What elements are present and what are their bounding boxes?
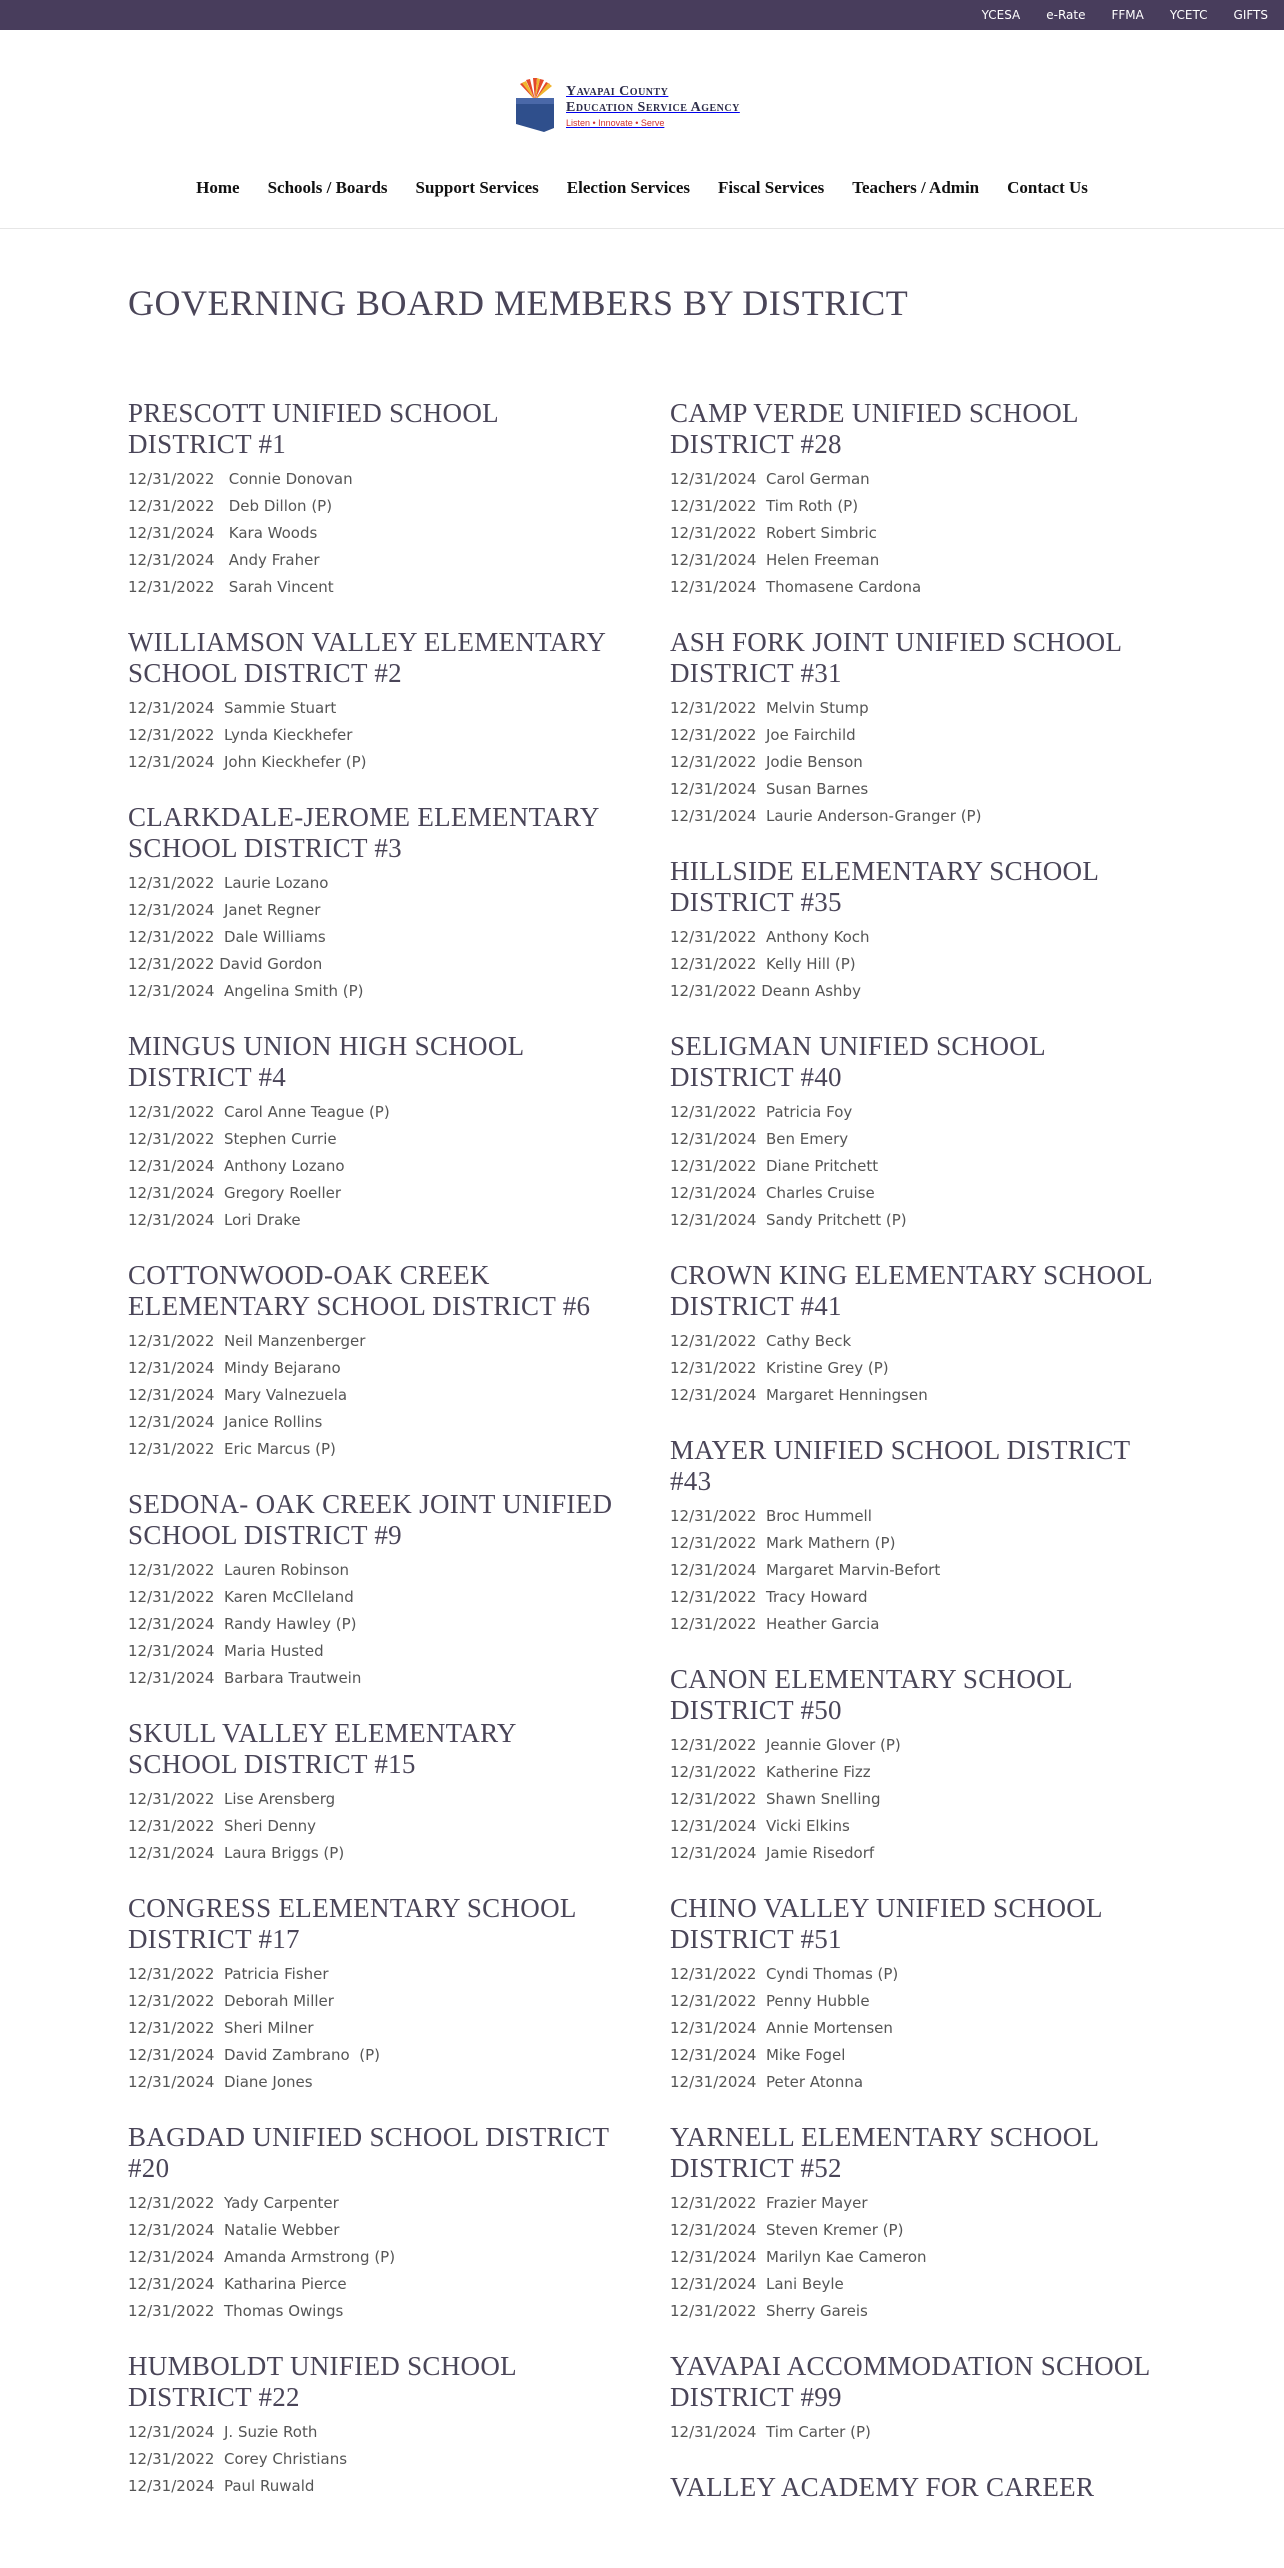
top-link-ycesa[interactable]: YCESA bbox=[981, 8, 1021, 22]
district-block bbox=[670, 2351, 1170, 2446]
board-member: 12/31/2024 Sammie Stuart bbox=[128, 699, 337, 717]
page-title: GOVERNING BOARD MEMBERS BY DISTRICT bbox=[128, 283, 909, 323]
district-heading: CLARKDALE-JEROME ELEMENTARY SCHOOL DISTRICT #3 bbox=[128, 802, 599, 863]
board-member: 12/31/2024 Helen Freeman bbox=[670, 551, 880, 569]
board-member: 12/31/2022 Karen McClleland bbox=[128, 1588, 354, 1606]
board-member: 12/31/2022 Lise Arensberg bbox=[128, 1790, 336, 1808]
district-block bbox=[128, 398, 628, 601]
district-block bbox=[670, 1435, 1170, 1638]
board-member: 12/31/2024 Vicki Elkins bbox=[670, 1817, 850, 1835]
board-member: 12/31/2022 Stephen Currie bbox=[128, 1130, 337, 1148]
district-block bbox=[670, 1664, 1170, 1867]
board-member: 12/31/2024 Thomasene Cardona bbox=[670, 578, 922, 596]
board-member: 12/31/2022 Neil Manzenberger bbox=[128, 1332, 366, 1350]
board-member: 12/31/2022 Thomas Owings bbox=[128, 2302, 344, 2320]
district-block bbox=[128, 2122, 628, 2325]
board-member: 12/31/2022 Tracy Howard bbox=[670, 1588, 868, 1606]
board-member: 12/31/2022 Kelly Hill (P) bbox=[670, 955, 856, 973]
board-member: 12/31/2024 Katharina Pierce bbox=[128, 2275, 347, 2293]
board-member: 12/31/2022 Dale Williams bbox=[128, 928, 326, 946]
board-member: 12/31/2024 Ben Emery bbox=[670, 1130, 849, 1148]
board-member: 12/31/2024 Mary Valnezuela bbox=[128, 1386, 348, 1404]
logo-line-1: Yavapai County bbox=[566, 84, 669, 99]
board-member: 12/31/2024 Barbara Trautwein bbox=[128, 1669, 362, 1687]
district-block bbox=[128, 1893, 628, 2096]
district-heading: MAYER UNIFIED SCHOOL DISTRICT #43 bbox=[670, 1435, 1130, 1496]
board-member: 12/31/2022 Tim Roth (P) bbox=[670, 497, 859, 515]
board-member: 12/31/2024 Laura Briggs (P) bbox=[128, 1844, 345, 1862]
board-member: 12/31/2022 Deborah Miller bbox=[128, 1992, 334, 2010]
board-member: 12/31/2022 Shawn Snelling bbox=[670, 1790, 881, 1808]
top-link-ffma[interactable]: FFMA bbox=[1111, 8, 1144, 22]
district-block bbox=[670, 856, 1170, 1005]
board-member: 12/31/2024 Randy Hawley (P) bbox=[128, 1615, 357, 1633]
district-block bbox=[670, 398, 1170, 601]
district-heading: PRESCOTT UNIFIED SCHOOL DISTRICT #1 bbox=[128, 398, 498, 459]
board-member: 12/31/2022 Broc Hummell bbox=[670, 1507, 872, 1525]
main-nav bbox=[0, 178, 1284, 198]
nav-fiscal-services[interactable]: Fiscal Services bbox=[718, 178, 825, 197]
board-member: 12/31/2022 Joe Fairchild bbox=[670, 726, 856, 744]
board-member: 12/31/2024 Anthony Lozano bbox=[128, 1157, 345, 1175]
board-member: 12/31/2024 Lani Beyle bbox=[670, 2275, 844, 2293]
nav-election-services[interactable]: Election Services bbox=[566, 178, 691, 197]
district-heading: MINGUS UNION HIGH SCHOOL DISTRICT #4 bbox=[128, 1031, 524, 1092]
district-block bbox=[670, 1893, 1170, 2096]
board-member: 12/31/2022 Katherine Fizz bbox=[670, 1763, 871, 1781]
district-block bbox=[128, 2351, 628, 2500]
district-block bbox=[128, 1489, 628, 1692]
board-member: 12/31/2024 Natalie Webber bbox=[128, 2221, 340, 2239]
district-heading: ASH FORK JOINT UNIFIED SCHOOL DISTRICT #31 bbox=[670, 627, 1122, 688]
district-block bbox=[670, 1260, 1170, 1409]
board-member: 12/31/2024 Susan Barnes bbox=[670, 780, 869, 798]
board-member: 12/31/2024 Sandy Pritchett (P) bbox=[670, 1211, 907, 1229]
board-member: 12/31/2022 Eric Marcus (P) bbox=[128, 1440, 336, 1458]
board-member: 12/31/2022 Cyndi Thomas (P) bbox=[670, 1965, 899, 1983]
district-block bbox=[670, 2122, 1170, 2325]
board-member: 12/31/2024 Tim Carter (P) bbox=[670, 2423, 871, 2441]
district-heading: WILLIAMSON VALLEY ELEMENTARY SCHOOL DISTRICT #2 bbox=[128, 627, 606, 688]
board-member: 12/31/2022 Penny Hubble bbox=[670, 1992, 870, 2010]
district-block bbox=[670, 627, 1170, 830]
board-member: 12/31/2024 Marilyn Kae Cameron bbox=[670, 2248, 927, 2266]
nav-support-services[interactable]: Support Services bbox=[415, 178, 539, 197]
board-member: 12/31/2024 J. Suzie Roth bbox=[128, 2423, 318, 2441]
district-heading: SEDONA- OAK CREEK JOINT UNIFIED SCHOOL DISTRICT #9 bbox=[128, 1489, 613, 1550]
site-logo[interactable] bbox=[514, 78, 774, 134]
board-member: 12/31/2024 Mindy Bejarano bbox=[128, 1359, 341, 1377]
board-member: 12/31/2024 Gregory Roeller bbox=[128, 1184, 342, 1202]
nav-divider bbox=[0, 228, 1284, 229]
board-member: 12/31/2022 Sheri Milner bbox=[128, 2019, 314, 2037]
board-member: 12/31/2022 Anthony Koch bbox=[670, 928, 870, 946]
board-member: 12/31/2024 David Zambrano (P) bbox=[128, 2046, 380, 2064]
board-member: 12/31/2022 Yady Carpenter bbox=[128, 2194, 339, 2212]
board-member: 12/31/2024 Kara Woods bbox=[128, 524, 318, 542]
district-heading: HILLSIDE ELEMENTARY SCHOOL DISTRICT #35 bbox=[670, 856, 1099, 917]
board-member: 12/31/2024 Andy Fraher bbox=[128, 551, 320, 569]
logo-line-2: Education Service Agency bbox=[566, 100, 740, 115]
board-member: 12/31/2022 Corey Christians bbox=[128, 2450, 348, 2468]
board-member: 12/31/2024 Carol German bbox=[670, 470, 870, 488]
district-heading: CAMP VERDE UNIFIED SCHOOL DISTRICT #28 bbox=[670, 398, 1078, 459]
top-links bbox=[982, 0, 1268, 30]
top-link-gifts[interactable]: GIFTS bbox=[1233, 8, 1268, 22]
nav-teachers-admin[interactable]: Teachers / Admin bbox=[852, 178, 980, 197]
nav-schools-boards[interactable]: Schools / Boards bbox=[267, 178, 388, 197]
board-member: 12/31/2024 Laurie Anderson-Granger (P) bbox=[670, 807, 982, 825]
top-link-ycetc[interactable]: YCETC bbox=[1169, 8, 1208, 22]
board-member: 12/31/2022 Kristine Grey (P) bbox=[670, 1359, 889, 1377]
board-member: 12/31/2024 Maria Husted bbox=[128, 1642, 324, 1660]
district-heading: HUMBOLDT UNIFIED SCHOOL DISTRICT #22 bbox=[128, 2351, 516, 2412]
district-block bbox=[670, 2472, 1170, 2503]
board-member: 12/31/2022 Robert Simbric bbox=[670, 524, 877, 542]
board-member: 12/31/2024 Lori Drake bbox=[128, 1211, 301, 1229]
district-block bbox=[128, 627, 628, 776]
nav-contact-us[interactable]: Contact Us bbox=[1007, 178, 1088, 197]
board-member: 12/31/2022 Sheri Denny bbox=[128, 1817, 317, 1835]
board-member: 12/31/2022 Patricia Fisher bbox=[128, 1965, 329, 1983]
board-member: 12/31/2022 Cathy Beck bbox=[670, 1332, 852, 1350]
board-member: 12/31/2022 Lynda Kieckhefer bbox=[128, 726, 353, 744]
board-member: 12/31/2024 Janice Rollins bbox=[128, 1413, 323, 1431]
board-member: 12/31/2024 Angelina Smith (P) bbox=[128, 982, 364, 1000]
board-member: 12/31/2022 Jeannie Glover (P) bbox=[670, 1736, 901, 1754]
board-member: 12/31/2022 David Gordon bbox=[128, 955, 323, 973]
district-heading: VALLEY ACADEMY FOR CAREER bbox=[670, 2472, 1095, 2502]
district-heading: YAVAPAI ACCOMMODATION SCHOOL DISTRICT #99 bbox=[670, 2351, 1150, 2412]
board-member: 12/31/2024 Janet Regner bbox=[128, 901, 321, 919]
board-member: 12/31/2022 Jodie Benson bbox=[670, 753, 863, 771]
top-bar bbox=[0, 0, 1284, 30]
board-member: 12/31/2022 Melvin Stump bbox=[670, 699, 869, 717]
board-member: 12/31/2024 Charles Cruise bbox=[670, 1184, 875, 1202]
district-block bbox=[128, 1260, 628, 1463]
board-member: 12/31/2024 Peter Atonna bbox=[670, 2073, 864, 2091]
right-column bbox=[670, 398, 1170, 2529]
top-link-erate[interactable]: e-Rate bbox=[1046, 8, 1086, 22]
board-member: 12/31/2024 Amanda Armstrong (P) bbox=[128, 2248, 396, 2266]
board-member: 12/31/2024 Margaret Henningsen bbox=[670, 1386, 928, 1404]
district-heading: CHINO VALLEY UNIFIED SCHOOL DISTRICT #51 bbox=[670, 1893, 1102, 1954]
board-member: 12/31/2024 Annie Mortensen bbox=[670, 2019, 893, 2037]
board-member: 12/31/2022 Frazier Mayer bbox=[670, 2194, 868, 2212]
left-column bbox=[128, 398, 628, 2526]
board-member: 12/31/2022 Deann Ashby bbox=[670, 982, 861, 1000]
board-member: 12/31/2022 Sarah Vincent bbox=[128, 578, 334, 596]
district-heading: CANON ELEMENTARY SCHOOL DISTRICT #50 bbox=[670, 1664, 1072, 1725]
board-member: 12/31/2022 Lauren Robinson bbox=[128, 1561, 350, 1579]
district-heading: SKULL VALLEY ELEMENTARY SCHOOL DISTRICT #15 bbox=[128, 1718, 516, 1779]
district-heading: SELIGMAN UNIFIED SCHOOL DISTRICT #40 bbox=[670, 1031, 1045, 1092]
board-member: 12/31/2024 Margaret Marvin-Befort bbox=[670, 1561, 941, 1579]
district-block bbox=[128, 1031, 628, 1234]
nav-home[interactable]: Home bbox=[196, 178, 240, 197]
district-heading: YARNELL ELEMENTARY SCHOOL DISTRICT #52 bbox=[670, 2122, 1099, 2183]
board-member: 12/31/2022 Heather Garcia bbox=[670, 1615, 880, 1633]
district-heading: CROWN KING ELEMENTARY SCHOOL DISTRICT #41 bbox=[670, 1260, 1152, 1321]
district-block bbox=[128, 1718, 628, 1867]
board-member: 12/31/2022 Patricia Foy bbox=[670, 1103, 853, 1121]
district-heading: CONGRESS ELEMENTARY SCHOOL DISTRICT #17 bbox=[128, 1893, 576, 1954]
board-member: 12/31/2022 Diane Pritchett bbox=[670, 1157, 879, 1175]
district-heading: COTTONWOOD-OAK CREEK ELEMENTARY SCHOOL DISTRICT #6 bbox=[128, 1260, 591, 1321]
logo-tagline: Listen • Innovate • Serve bbox=[566, 118, 665, 128]
arizona-logo-icon bbox=[514, 78, 556, 134]
board-member: 12/31/2022 Laurie Lozano bbox=[128, 874, 329, 892]
district-heading: BAGDAD UNIFIED SCHOOL DISTRICT #20 bbox=[128, 2122, 609, 2183]
board-member: 12/31/2024 Mike Fogel bbox=[670, 2046, 846, 2064]
board-member: 12/31/2022 Sherry Gareis bbox=[670, 2302, 868, 2320]
board-member: 12/31/2022 Carol Anne Teague (P) bbox=[128, 1103, 390, 1121]
board-member: 12/31/2024 Steven Kremer (P) bbox=[670, 2221, 904, 2239]
board-member: 12/31/2024 Jamie Risedorf bbox=[670, 1844, 875, 1862]
board-member: 12/31/2024 Paul Ruwald bbox=[128, 2477, 315, 2495]
board-member: 12/31/2024 Diane Jones bbox=[128, 2073, 313, 2091]
board-member: 12/31/2022 Mark Mathern (P) bbox=[670, 1534, 896, 1552]
board-member: 12/31/2022 Connie Donovan bbox=[128, 470, 353, 488]
board-member: 12/31/2024 John Kieckhefer (P) bbox=[128, 753, 367, 771]
district-block bbox=[128, 802, 628, 1005]
board-member: 12/31/2022 Deb Dillon (P) bbox=[128, 497, 333, 515]
district-block bbox=[670, 1031, 1170, 1234]
